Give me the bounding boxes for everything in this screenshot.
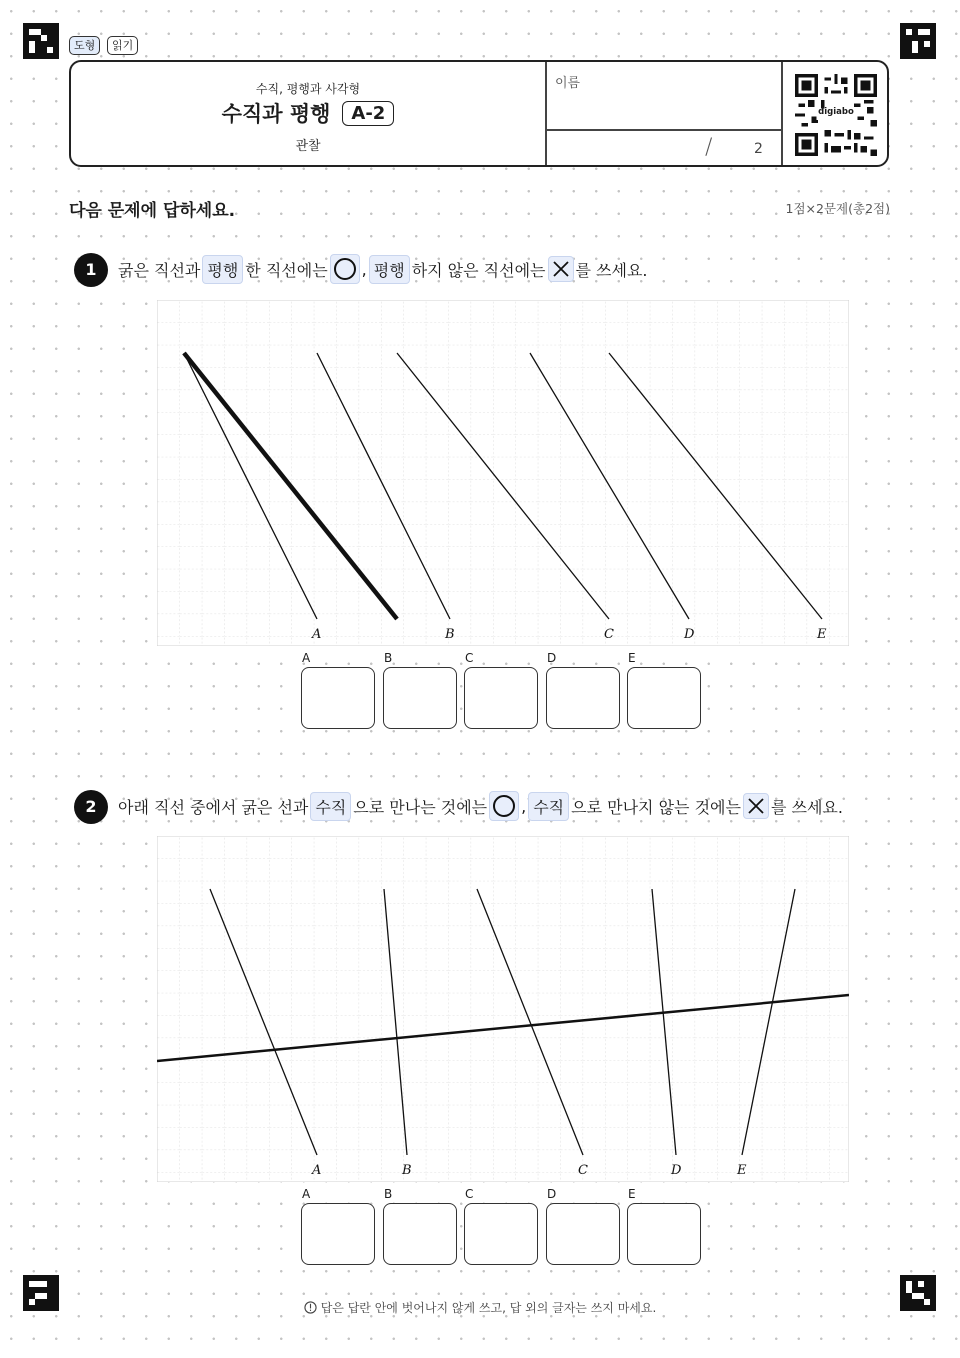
answer-label: A [302,1187,311,1201]
info-icon [304,1301,317,1314]
header-divider-2 [781,62,783,165]
line-label-e: E [737,1163,747,1178]
q1-text-part: 굵은 직선과 [118,260,201,280]
q1-keyword-parallel: 평행 [202,255,243,284]
line-label-a: A [312,1163,322,1178]
circle-icon [333,257,357,281]
answer-label: B [384,651,393,665]
footer-note [0,1299,960,1316]
q1-keyword-parallel-2: 평행 [369,255,410,284]
tag-shape: 도형 [69,36,100,55]
answer-label: E [628,651,636,665]
question-1-figure [157,300,849,646]
answer-label: E [628,1187,636,1201]
question-2-text [118,791,843,821]
q2-text-part: 으로 만나는 것에는 [353,797,488,817]
line-label-b: B [402,1163,412,1178]
answer-label: D [547,1187,557,1201]
score-field[interactable] [555,132,769,164]
answer-box-b[interactable] [383,1203,457,1265]
answer-box-a[interactable] [301,667,375,729]
answer-box-e[interactable] [627,667,701,729]
grid-background [157,300,849,646]
line-label-d: D [684,627,695,642]
q2-text-part: 를 쓰세요. [770,797,843,817]
corner-marker-top-left [23,23,59,59]
line-label-c: C [578,1163,588,1178]
circle-symbol-box [489,791,519,821]
worksheet-header [69,60,889,167]
line-label-b: B [445,627,455,642]
circle-symbol-box [330,254,360,284]
header-category: 관찰 [295,139,321,154]
answer-box-b[interactable] [383,667,457,729]
answer-box-d[interactable] [546,667,620,729]
cross-symbol-box [743,793,769,819]
instruction: 다음 문제에 답하세요. [69,201,236,221]
score-total: 2 [754,141,763,157]
line-label-a: A [312,627,322,642]
answer-label: B [384,1187,393,1201]
name-label: 이름 [555,76,581,91]
question-2-answer-row [301,1187,703,1267]
qr-label: digiabo [818,107,854,117]
score-slash: / [705,135,713,160]
q2-keyword-perpendicular-2: 수직 [528,792,569,821]
answer-box-e[interactable] [627,1203,701,1265]
question-2-number: 2 [74,790,108,824]
line-label-e: E [817,627,827,642]
answer-label: D [547,651,557,665]
header-title: 수직과 평행 [221,102,331,126]
question-1-text [118,254,648,284]
header-name-divider [546,129,781,131]
line-label-c: C [604,627,614,642]
score-info: 1점×2문제(총2점) [785,201,890,216]
cross-icon [552,260,570,278]
answer-label: A [302,651,311,665]
question-1-answer-row [301,651,703,731]
answer-box-c[interactable] [464,667,538,729]
answer-box-d[interactable] [546,1203,620,1265]
answer-label: C [465,651,474,665]
q1-text-part: 하지 않은 직선에는 [411,260,546,280]
cross-icon [747,797,765,815]
answer-box-a[interactable] [301,1203,375,1265]
q1-text-part: 한 직선에는 [245,260,328,280]
q1-text-part: 를 쓰세요. [575,260,648,280]
q2-text-part: 아래 직선 중에서 굵은 선과 [118,797,309,817]
answer-box-c[interactable] [464,1203,538,1265]
question-1-number: 1 [74,253,108,287]
circle-icon [492,794,516,818]
cross-symbol-box [548,256,574,282]
grid-background [157,836,849,1182]
header-subtitle: 수직, 평행과 사각형 [255,82,361,96]
tag-reading: 읽기 [107,36,138,55]
q2-keyword-perpendicular: 수직 [310,792,351,821]
header-title-row [71,98,545,128]
q2-comma: , [521,796,527,816]
header-code: A-2 [342,101,394,126]
q2-text-part: 으로 만나지 않는 것에는 [571,797,741,817]
answer-label: C [465,1187,474,1201]
footer-text: 답은 답란 안에 벗어나지 않게 쓰고, 답 외의 글자는 쓰지 마세요. [320,1301,657,1315]
line-label-d: D [671,1163,682,1178]
corner-marker-top-right [900,23,936,59]
q1-comma: , [361,259,367,279]
header-divider [545,62,547,165]
name-field[interactable] [555,72,769,127]
question-2-figure [157,836,849,1182]
